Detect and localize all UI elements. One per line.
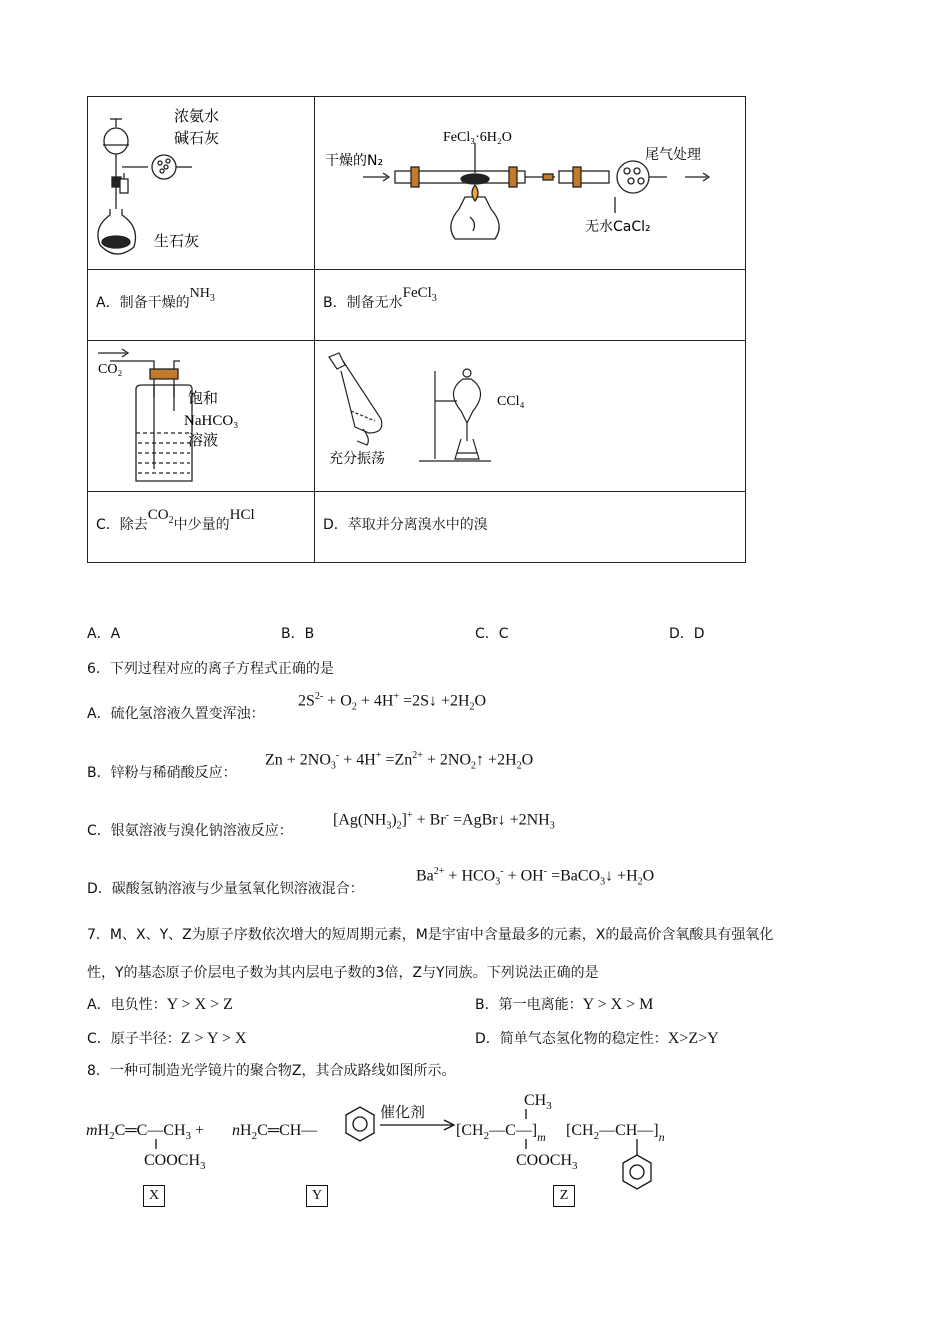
q6-option-b-equation: $Zn + 2NO_3^- + 4H^+ =Zn^{2+}$ + $2NO_2↑ +2H_2O$ xyxy=(265,750,534,772)
label-dry-n2: 干燥的N₂ xyxy=(325,153,384,169)
q5-choice-c: C．C xyxy=(475,626,509,642)
cell-d-figure xyxy=(315,341,746,492)
washing-bottle-figure xyxy=(88,341,314,487)
svg-text:[CH2—C—]m: $[CH_2—C—]_m$ xyxy=(456,1122,546,1144)
label-quicklime: 生石灰 xyxy=(154,232,200,250)
svg-text:COOCH3: $COOCH_3$ xyxy=(144,1152,206,1172)
q7-option-a: A．电负性：Y > X > Z xyxy=(87,996,233,1013)
box-y: Y xyxy=(306,1185,328,1207)
svg-text:mH2C═C—CH3 +: $mH_2C═C—CH_3$ + xyxy=(86,1122,205,1142)
ammonia-apparatus-figure xyxy=(88,97,314,265)
q5-choice-b: B．B xyxy=(281,626,315,642)
extraction-figure xyxy=(315,341,745,487)
q7-option-b: B．第一电离能：Y > X > M xyxy=(475,996,654,1013)
caption-c: C．除去$CO_2$中少量的HCl xyxy=(96,507,255,533)
cell-b-caption xyxy=(315,270,746,341)
svg-text:nH2C═CH—: $nH_2C═CH—$ xyxy=(232,1122,318,1142)
label-nahco3: NaHCO₃ xyxy=(184,413,239,429)
label-solution: 溶液 xyxy=(188,431,219,449)
svg-text:CH3: $CH_3$ xyxy=(524,1092,552,1112)
box-z: Z xyxy=(553,1185,575,1207)
label-shake: 充分振荡 xyxy=(329,451,385,467)
box-x: X xyxy=(143,1185,165,1207)
catalyst-label: 催化剂 xyxy=(380,1103,426,1121)
cell-c-caption xyxy=(88,492,315,563)
q7-option-c: C．原子半径：Z > Y > X xyxy=(87,1030,247,1047)
cell-b-figure xyxy=(315,97,746,270)
cell-c-figure xyxy=(88,341,315,492)
q6-option-d-equation: $Ba^{2+} + HCO_3^- + OH^-$ =BaCO$_3$↓ $+H_2O$ xyxy=(416,866,655,888)
q6-stem: 6．下列过程对应的离子方程式正确的是 xyxy=(87,661,334,677)
label-soda-lime: 碱石灰 xyxy=(174,129,220,147)
cell-d-caption xyxy=(315,492,746,563)
svg-text:COOCH3: $COOCH_3$ xyxy=(516,1152,578,1172)
q5-choice-d: D．D xyxy=(669,626,705,642)
q7-stem-line2: 性，Y的基态原子价层电子数为其内层电子数的3倍，Z与Y同族。下列说法正确的是 xyxy=(87,965,599,981)
q6-option-a-equation: $2S^{2-} + O_2 + 4H^+$ =2S↓ $+2H_2O$ xyxy=(298,691,487,713)
label-ccl4: CCl₄ xyxy=(497,394,525,409)
label-exhaust: 尾气处理 xyxy=(645,147,701,163)
cell-a-figure xyxy=(88,97,315,270)
q6-option-c-equation: $[Ag(NH_3)_2]^+ + Br^-$ =AgBr↓ $+2NH_3$ xyxy=(333,810,555,832)
cell-a-caption xyxy=(88,270,315,341)
svg-text:[CH2—CH—]n: $[CH_2—CH—]_n$ xyxy=(566,1122,665,1144)
q6-option-d-label: D．碳酸氢钠溶液与少量氢氧化钡溶液混合： xyxy=(87,881,364,897)
q7-option-d: D．简单气态氢化物的稳定性：X>Z>Y xyxy=(475,1030,719,1047)
q6-option-b-label: B．锌粉与稀硝酸反应： xyxy=(87,765,237,781)
caption-d: D．萃取并分离溴水中的溴 xyxy=(323,517,488,533)
label-fecl3-hydrate: FeCl₃·6H₂O xyxy=(443,130,512,145)
label-co2-gas: CO₂ xyxy=(98,362,123,377)
apparatus-table xyxy=(87,96,746,563)
fecl3-apparatus-figure xyxy=(315,97,745,265)
label-ammonia: 浓氨水 xyxy=(174,107,220,125)
q5-choice-a: A．A xyxy=(87,626,121,642)
q7-stem-line1: 7．M、X、Y、Z为原子序数依次增大的短周期元素，M是宇宙中含量最多的元素，X的最高价含氧酸具有强氧化 xyxy=(87,927,774,943)
q6-option-a-label: A．硫化氢溶液久置变浑浊： xyxy=(87,706,265,722)
caption-a: A．制备干燥的$NH_3$ xyxy=(96,286,215,311)
label-cacl2: 无水CaCl₂ xyxy=(585,219,651,235)
q8-reaction-scheme xyxy=(80,1085,700,1225)
q8-stem: 8．一种可制造光学镜片的聚合物Z，其合成路线如图所示。 xyxy=(87,1063,456,1079)
caption-b: B．制备无水FeCl$_3$ xyxy=(323,285,437,311)
q6-option-c-label: C．银氨溶液与溴化钠溶液反应： xyxy=(87,823,293,839)
label-saturated: 饱和 xyxy=(188,389,219,407)
